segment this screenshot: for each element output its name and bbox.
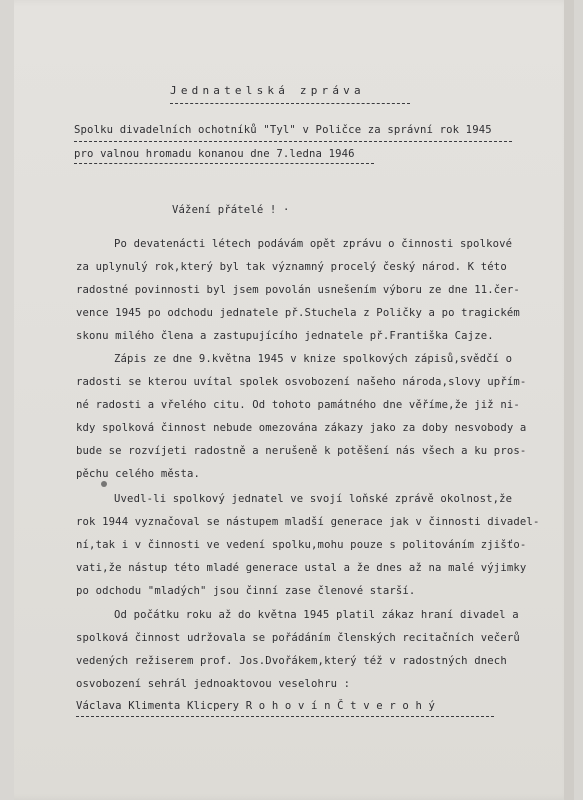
- salutation: Vážení přátelé ! ·: [172, 204, 290, 216]
- paragraph-3-line-4: vati,že nástup této mladé generace ustal a že dnes až na malé výjimky: [76, 562, 527, 574]
- paragraph-4-line-1: Od počátku roku až do května 1945 platil zákaz hraní divadel a: [114, 609, 519, 621]
- paragraph-1-line-3: radostné povinnosti byl jsem povolán usnešením výboru ze dne 11.čer-: [76, 284, 520, 296]
- paragraph-1-line-4: vence 1945 po odchodu jednatele př.Stuchela z Poličky a po tragickém: [76, 307, 520, 319]
- paragraph-1-line-5: skonu milého člena a zastupujícího jednatele př.Františka Cajze.: [76, 330, 494, 342]
- paragraph-2-line-2: radosti se kterou uvítal spolek osvobození našeho národa,slovy upřím-: [76, 376, 527, 388]
- paragraph-3-line-2: rok 1944 vyznačoval se nástupem mladší generace jak v činnosti divadel-: [76, 516, 540, 528]
- document-title: Jednatelská zpráva: [170, 84, 365, 97]
- play-title-line: Václava Klimenta Klicpery R o h o v í n Č t v e r o h ý: [76, 700, 436, 712]
- paragraph-4-line-3: vedených režiserem prof. Jos.Dvořákem,který též v radostných dnech: [76, 655, 507, 667]
- paragraph-2-line-6: pěchu celého města.: [76, 468, 201, 480]
- paragraph-3-line-5: po odchodu "mladých" jsou činní zase členové starší.: [76, 585, 416, 597]
- subtitle-line-2: pro valnou hromadu konanou dne 7.ledna 1946: [74, 148, 355, 160]
- paragraph-2-line-4: kdy spolková činnost nebude omezována zákazy jako za doby nesvobody a: [76, 422, 527, 434]
- subtitle-underline-1: [74, 141, 512, 142]
- page-edge: [564, 0, 574, 800]
- paragraph-2-line-1: Zápis ze dne 9.května 1945 v knize spolkových zápisů,svědčí o: [114, 353, 513, 365]
- ink-dot: [101, 481, 107, 487]
- paragraph-2-line-3: né radosti a vřelého citu. Od tohoto památného dne věříme,že již ni-: [76, 399, 520, 411]
- title-underline: [170, 103, 410, 104]
- paragraph-1-line-2: za uplynulý rok,který byl tak významný procelý český národ. K této: [76, 261, 507, 273]
- paragraph-1-line-1: Po devatenácti létech podávám opět zprávu o činnosti spolkové: [114, 238, 513, 250]
- paragraph-3-line-1: Uvedl-li spolkový jednatel ve svojí loňské zprávě okolnost,že: [114, 493, 513, 505]
- subtitle-underline-2: [74, 163, 374, 164]
- subtitle-line-1: Spolku divadelních ochotníků "Tyl" v Poličce za správní rok 1945: [74, 124, 492, 136]
- play-title-underline: [76, 716, 494, 717]
- paragraph-4-line-2: spolková činnost udržovala se pořádáním členských recitačních večerů: [76, 632, 520, 644]
- paragraph-3-line-3: ní,tak i v činnosti ve vedení spolku,mohu pouze s politováním zjišťo-: [76, 539, 527, 551]
- paragraph-2-line-5: bude se rozvíjeti radostně a nerušeně k potěšení nás všech a ku pros-: [76, 445, 527, 457]
- paragraph-4-line-4: osvobození sehrál jednoaktovou veselohru :: [76, 678, 351, 690]
